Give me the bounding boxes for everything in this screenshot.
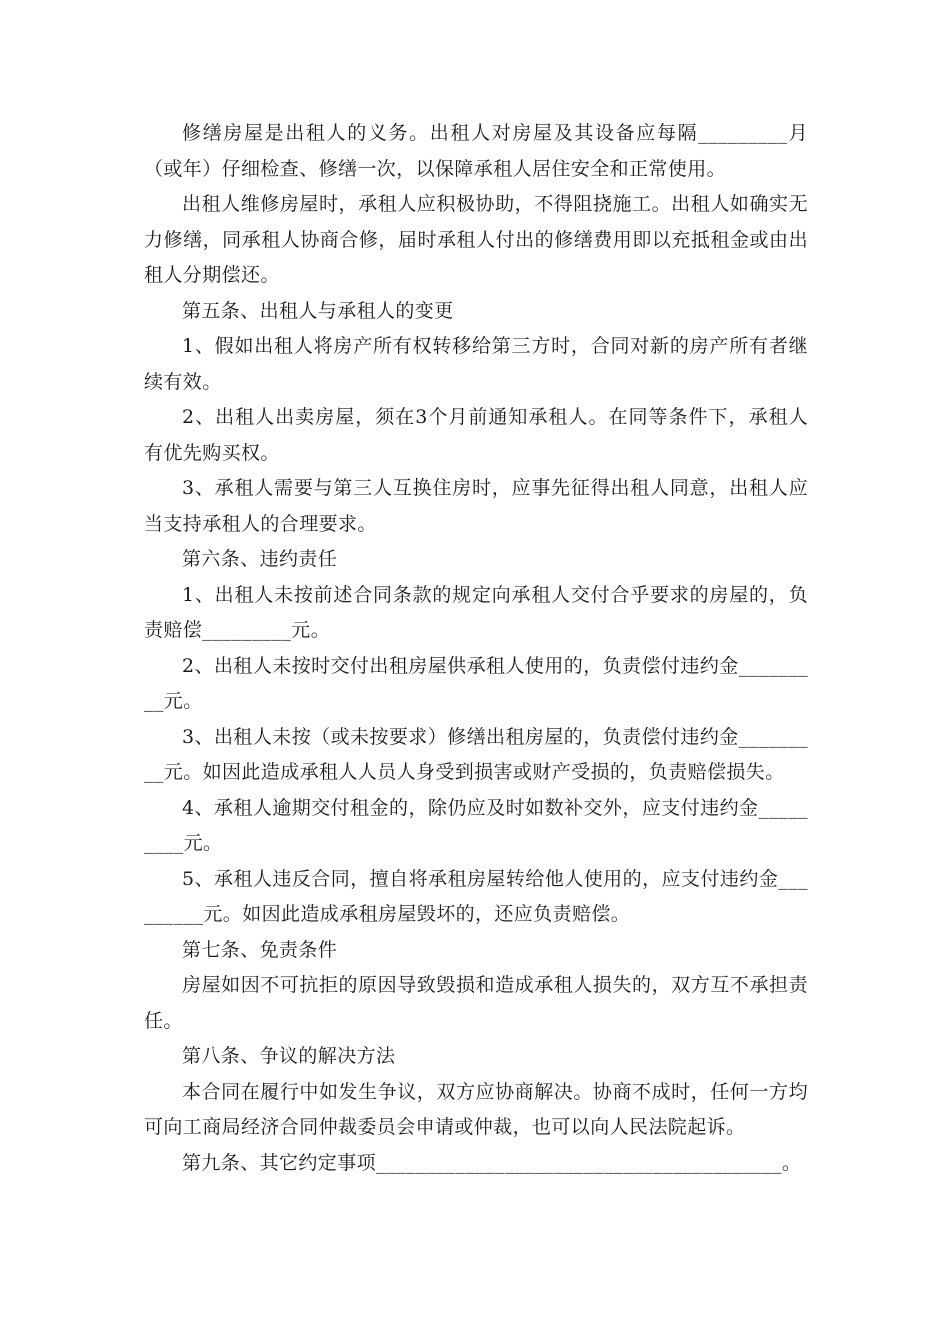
article-6-heading: 第六条、违约责任 [182,548,338,570]
article-6-item-4: 4、承租人逾期交付租金的，除仍应及时如数补交外，应支付违约金_________元。 [144,796,808,854]
article-7-heading: 第七条、免责条件 [182,938,338,961]
article-5-item-1: 1、假如出租人将房产所有权转移给第三方时，合同对新的房产所有者继续有效。 [144,335,808,393]
article-7-body: 房屋如因不可抗拒的原因导致毁损和造成承租人损失的，双方互不承担责任。 [144,974,808,1032]
article-5-item-3: 3、承租人需要与第三人互换住房时，应事先征得出租人同意，出租人应当支持承租人的合理要求。 [144,477,808,535]
article-6-item-5: 5、承租人违反合同，擅自将承租房屋转给他人使用的，应支付违约金_________元。如因此造成承租房屋毁坏的，还应负责赔偿。 [144,867,808,925]
article-5-item-2: 2、出租人出卖房屋，须在3个月前通知承租人。在同等条件下，承租人有优先购买权。 [144,406,808,464]
article-5-heading: 第五条、出租人与承租人的变更 [182,299,454,322]
article-8-heading: 第八条、争议的解决方法 [182,1045,396,1067]
paragraph-repair-obligation: 修缮房屋是出租人的义务。出租人对房屋及其设备应每隔_________月（或年）仔细检查、修缮一次，以保障承租人居住安全和正常使用。 [144,122,808,180]
article-6-item-2: 2、出租人未按时交付出租房屋供承租人使用的，负责偿付违约金_________元。 [144,654,808,712]
paragraph-repair-assist: 出租人维修房屋时，承租人应积极协助，不得阻挠施工。出租人如确实无力修缮，同承租人协商合修，届时承租人付出的修缮费用即以充抵租金或由出租人分期偿还。 [144,193,808,286]
document-body [144,116,808,1181]
article-6-item-1: 1、出租人未按前述合同条款的规定向承租人交付合乎要求的房屋的，负责赔偿_________元。 [144,583,808,641]
article-9-other-terms: 第九条、其它约定事项_________________________________________。 [182,1151,802,1174]
article-8-body: 本合同在履行中如发生争议，双方应协商解决。协商不成时，任何一方均可向工商局经济合同仲裁委员会申请或仲裁，也可以向人民法院起诉。 [144,1080,808,1138]
article-6-item-3: 3、出租人未按（或未按要求）修缮出租房屋的，负责偿付违约金_________元。如因此造成承租人人员人身受到损害或财产受损的，负责赔偿损失。 [144,725,808,783]
